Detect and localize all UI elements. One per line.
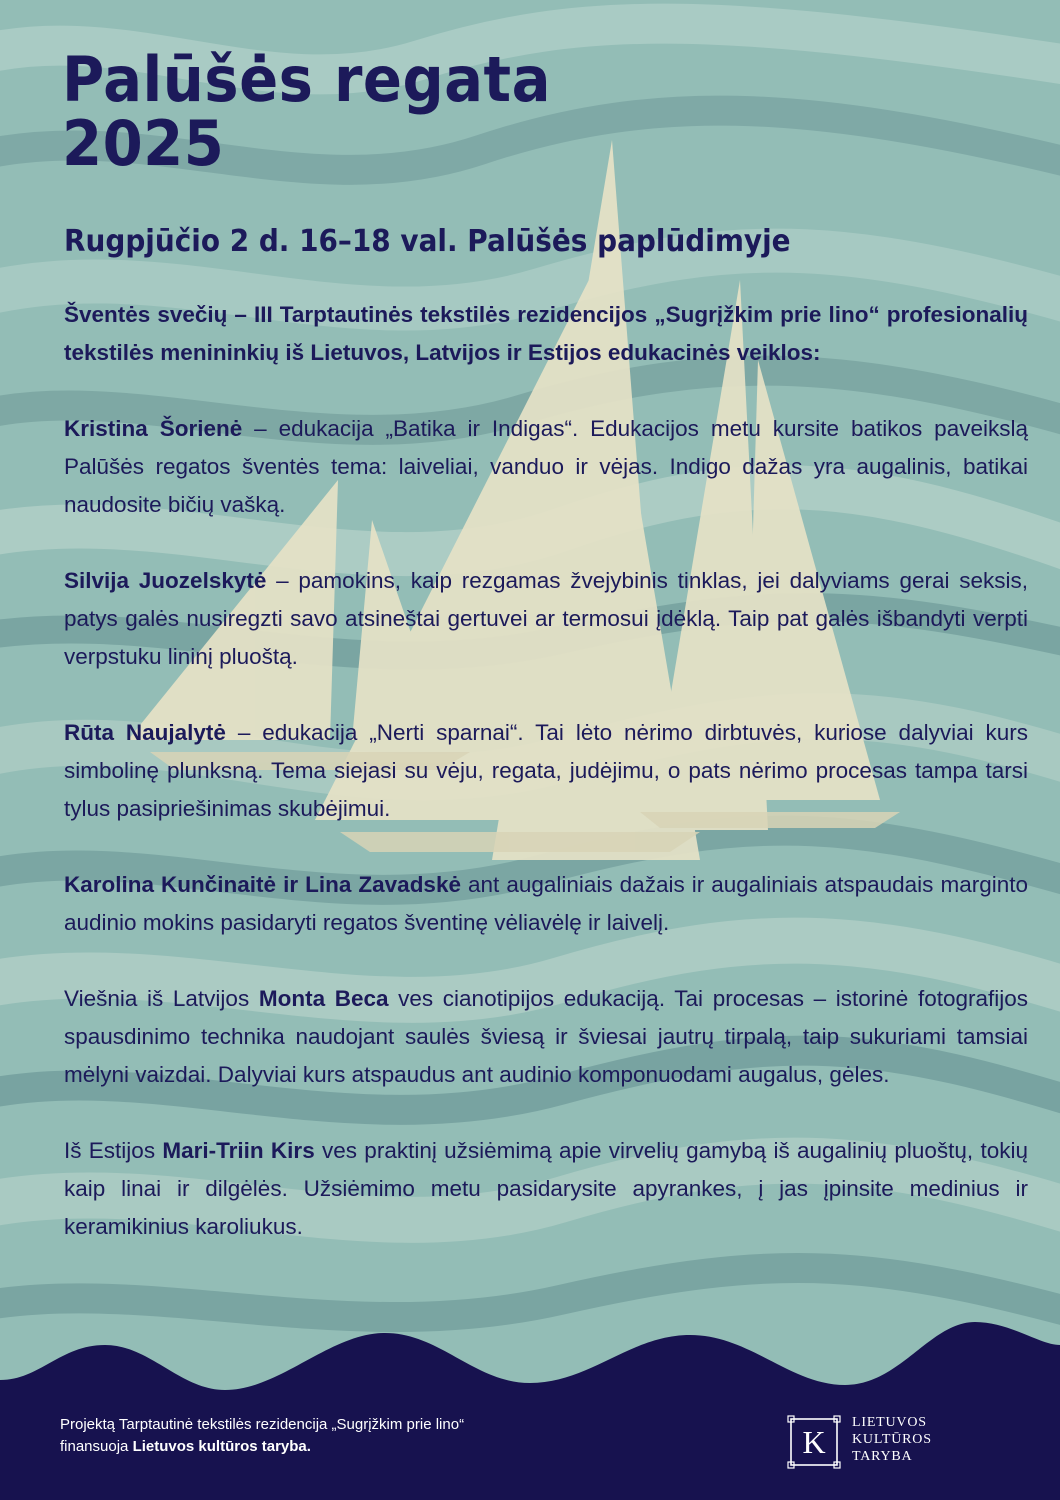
artist-name: Kristina Šorienė <box>64 416 243 441</box>
logo-words <box>852 1414 932 1465</box>
logo-letter: K <box>802 1424 826 1460</box>
section-text: – edukacija „Batika ir Indigas“. Edukacijos metu kursite batikos paveikslą Palūšės regatos šventės tema: laiveliai, vanduo ir vėjas. Indigo dažas yra augalinis, batikai naudosite bičių vašką. <box>64 416 1028 517</box>
title-line-1: Palūšės regata <box>62 43 551 116</box>
date-and-place: Rugpjūčio 2 d. 16–18 val. Palūšės paplūdimyje <box>64 224 791 259</box>
council-k-icon <box>786 1414 842 1470</box>
section-text: ant augaliniais dažais ir augaliniais atspaudais marginto audinio mokins pasidaryti regatos šventinę vėliavėlę ir laivelį. <box>64 872 1029 935</box>
section-text: – pamokins, kaip rezgamas žvejybinis tinklas, jei dalyviams gerai seksis, patys galės nusiregzti savo atsineštai gertuvei ar termosui įdėklą. Taip pat galės išbandyti verpti verpstuku lininį pluoštą. <box>64 568 1028 669</box>
body-text <box>64 296 1028 1284</box>
section-paragraph <box>64 410 1028 524</box>
section-text: – edukacija „Nerti sparnai“. Tai lėto nėrimo dirbtuvės, kuriose dalyviai kurs simbolinę plunksną. Tema siejasi su vėju, regata, judėjimu, o pats nėrimo procesas tampa tarsi tylus pasipriešinimas skubėjimui. <box>64 720 1028 821</box>
title-line-2: 2025 <box>62 107 225 180</box>
artist-name: Rūta Naujalytė <box>64 720 226 745</box>
section-paragraph <box>64 714 1028 828</box>
funding-credit <box>60 1414 580 1458</box>
culture-council-logo <box>786 1414 932 1470</box>
section-text: ves cianotipijos edukaciją. Tai procesas – istorinė fotografijos spausdinimo technika naudojant saulės šviesą ir šviesai jautrų tirpalą, taip sukuriami tamsiai mėlyni vaizdai. Dalyviai kurs atspaudus ant audinio komponuodami augalus, gėles. <box>64 986 1028 1087</box>
section-paragraph <box>64 562 1028 676</box>
section-paragraph <box>64 980 1028 1094</box>
credit-prefix: finansuoja <box>60 1438 133 1455</box>
credit-line-2 <box>60 1436 580 1458</box>
section-paragraph <box>64 1132 1028 1246</box>
section-prefix: Iš Estijos <box>64 1138 163 1163</box>
artist-name: Silvija Juozelskytė <box>64 568 267 593</box>
artist-name: Monta Beca <box>258 986 389 1011</box>
intro-paragraph: Šventės svečių – III Tarptautinės tekstilės rezidencijos „Sugrįžkim prie lino“ profesionalių tekstilės menininkių iš Lietuvos, Latvijos ir Estijos edukacinės veiklos: <box>64 302 1028 365</box>
section-paragraph <box>64 866 1028 942</box>
artist-name: Mari-Triin Kirs <box>162 1138 315 1163</box>
credit-line-1: Projektą Tarptautinė tekstilės rezidencija „Sugrįžkim prie lino“ <box>60 1416 465 1433</box>
logo-line-1: LIETUVOS <box>852 1415 927 1430</box>
logo-line-2: KULTŪROS <box>852 1432 932 1447</box>
logo-line-3: TARYBA <box>852 1449 913 1464</box>
section-text: ves praktinį užsiėmimą apie virvelių gamybą iš augalinių pluoštų, tokių kaip linai ir dilgėlės. Užsiėmimo metu pasidarysite apyrankes, į jas įpinsite medinius ir keramikinius karoliukus. <box>64 1138 1028 1239</box>
poster-title <box>62 43 551 180</box>
artist-name: Karolina Kunčinaitė ir Lina Zavadskė <box>64 872 461 897</box>
section-prefix: Viešnia iš Latvijos <box>64 986 259 1011</box>
credit-funder: Lietuvos kultūros taryba. <box>132 1438 311 1455</box>
